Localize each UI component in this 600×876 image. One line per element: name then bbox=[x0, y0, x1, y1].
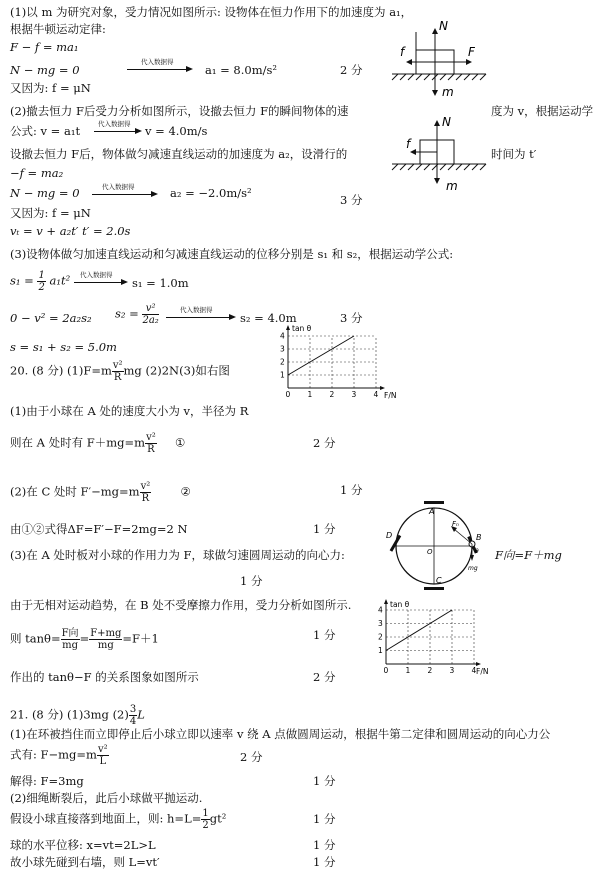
force-diagram-2 bbox=[388, 114, 493, 194]
s3-eq2a: 0 − v² = 2a₂s₂ bbox=[10, 311, 92, 325]
q21-p4: (2)细绳断裂后，此后小球做平抛运动. bbox=[10, 791, 203, 805]
s3-points: 3 分 bbox=[340, 311, 363, 325]
s3-line1: (3)设物体做匀加速直线运动和匀减速直线运动的位移分别是 s₁ 和 s₂，根据运动学公式: bbox=[10, 247, 454, 261]
fig2-f-label: f bbox=[406, 137, 411, 151]
s2-result: a₂ = −2.0m/s² bbox=[170, 186, 252, 200]
q21-p2-points: 2 分 bbox=[240, 750, 263, 764]
s2-eq3: 又因为: f = μN bbox=[10, 206, 91, 220]
s2-eq2: N − mg = 0 bbox=[10, 186, 80, 200]
q20-p9: 作出的 tanθ−F 的关系图象如图所示 bbox=[10, 670, 199, 684]
q20-p8: 则 tanθ= $\frac{\text{F向}}{mg}$ = $\frac{F+mg}{mg}$ =F＋1 bbox=[10, 628, 159, 651]
s3-res2: s₂ = 4.0m bbox=[240, 311, 297, 325]
q21-p1: (1)在环被挡住而立即停止后小球立即以速率 v 绕 A 点做圆周运动，根据牛第二定律和圆周运动的向心力公 bbox=[10, 727, 551, 741]
q20-p3: (2)在 C 处时 F′−mg=m $\frac{\text{v²}}{R}$ ② bbox=[10, 481, 191, 504]
circle-label-mg: mg bbox=[468, 565, 478, 572]
q21-p7: 故小球先碰到右墙，则 L=vt′ bbox=[10, 855, 160, 869]
fig2-N-label: N bbox=[442, 115, 451, 129]
q20-p2-points: 2 分 bbox=[313, 436, 336, 450]
q20-p4-points: 1 分 bbox=[313, 522, 336, 536]
q20-p9-points: 2 分 bbox=[313, 670, 336, 684]
circle-label-O: O bbox=[427, 548, 433, 556]
circle-label-theta: θ bbox=[475, 548, 479, 555]
q21-p5-points: 1 分 bbox=[313, 812, 336, 826]
fig1-N-label: N bbox=[439, 20, 448, 33]
s1-result: a₁ = 8.0m/s² bbox=[205, 63, 277, 77]
chart-ytick-label: 3 bbox=[280, 344, 285, 354]
chart-ytick-label: 4 bbox=[280, 331, 285, 341]
s2-eq4: vₜ = v + a₂t′ t′ = 2.0s bbox=[10, 224, 131, 238]
chart-xtick-label: 4 bbox=[373, 390, 379, 399]
s3-eq3: s = s₁ + s₂ = 5.0m bbox=[10, 340, 117, 354]
q20-p7: 由于无相对运动趋势，在 B 处不受摩擦力作用，受力分析如图所示. bbox=[10, 598, 352, 612]
s3-res1: s₁ = 1.0m bbox=[132, 276, 189, 290]
chart-xtick-label: 1 bbox=[405, 666, 411, 675]
s3-eq2b: s₂ = $\frac{\text{v²}}{\text{2a₂}}$ bbox=[115, 303, 159, 326]
chart2-ylabel: tan θ bbox=[390, 600, 410, 609]
chart-xtick-label: 0 bbox=[285, 390, 291, 399]
q21-p7-points: 1 分 bbox=[313, 855, 336, 869]
circle-label-Fn: Fₙ bbox=[452, 520, 459, 528]
q20-p5: (3)在 A 处时板对小球的作用力为 F，球做匀速圆周运动的向心力: bbox=[10, 548, 345, 562]
s2-eq1: −f = ma₂ bbox=[10, 166, 64, 180]
circle-label-C: C bbox=[436, 576, 442, 585]
tan-f-chart-1 bbox=[278, 322, 408, 404]
chart-ytick-label: 4 bbox=[378, 605, 383, 615]
q20-p3-points: 1 分 bbox=[340, 483, 363, 497]
s2-line3a: 设撤去恒力 F后，物体做匀减速直线运动的加速度为 a₂，设滑行的 bbox=[10, 147, 348, 161]
q21-p6: 球的水平位移: x=vt=2L>L bbox=[10, 838, 156, 852]
q20-p5-centripetal: F向=F＋mg bbox=[495, 548, 562, 562]
q21-p3: 解得: F=3mg bbox=[10, 774, 84, 788]
q21-p2: 式有: F−mg=m $\frac{\text{v²}}{L}$ bbox=[10, 744, 108, 767]
fig1-m-label: m bbox=[442, 85, 454, 99]
fig2-m-label: m bbox=[446, 179, 458, 193]
chart-ytick-label: 3 bbox=[378, 619, 383, 628]
q20-p8-points: 1 分 bbox=[313, 628, 336, 642]
s2-line1a: (2)撤去恒力 F后受力分析如图所示，设撤去恒力 F的瞬间物体的速 bbox=[10, 104, 349, 118]
s3-arrow1: 代入数据得 bbox=[74, 279, 128, 289]
chart-xtick-label: 1 bbox=[307, 390, 313, 399]
chart-series-line bbox=[386, 610, 452, 651]
chart2-xlabel: F/N bbox=[476, 667, 489, 676]
circle-label-D: D bbox=[386, 531, 393, 540]
tan-f-chart-2 bbox=[372, 596, 498, 678]
chart-xtick-label: 2 bbox=[427, 666, 433, 675]
s2-arrow1: 代入数据得 bbox=[94, 128, 142, 138]
s1-eq3: 又因为: f = μN bbox=[10, 81, 91, 95]
chart-xtick-label: 4 bbox=[471, 666, 477, 675]
s2-line3b: 时间为 t′ bbox=[491, 147, 537, 161]
q20-p6-points: 1 分 bbox=[240, 574, 263, 588]
s3-arrow2: 代入数据得 bbox=[166, 314, 236, 324]
q21-head: 21. (8 分) (1)3mg (2) $\frac{3}{4}$ L bbox=[10, 704, 145, 727]
q20-p4: 由①②式得ΔF=F′−F=2mg=2 N bbox=[10, 522, 188, 536]
s2-line2a: 公式: v = a₁t bbox=[10, 124, 81, 138]
q21-p5: 假设小球直接落到地面上，则: h=L= $\frac{1}{2}$ gt² bbox=[10, 808, 227, 831]
s1-arrow: 代入数据得 bbox=[127, 66, 193, 76]
circle-label-A: A bbox=[429, 507, 435, 516]
chart-series-line bbox=[288, 336, 354, 375]
s1-line2: 根据牛顿运动定律: bbox=[10, 22, 106, 36]
chart1-xlabel: F/N bbox=[384, 391, 397, 400]
q20-head: 20. (8 分) (1)F=m $\frac{\text{v²}}{R}$ mg (2)2N(3)如右图 bbox=[10, 360, 230, 383]
chart-ytick-label: 2 bbox=[378, 632, 383, 642]
chart-ytick-label: 1 bbox=[280, 370, 285, 380]
s2-arrow2: 代入数据得 bbox=[92, 191, 158, 201]
chart-xtick-label: 0 bbox=[383, 666, 389, 675]
force-diagram-1 bbox=[388, 20, 493, 100]
chart-ytick-label: 1 bbox=[378, 646, 383, 655]
chart-xtick-label: 3 bbox=[351, 390, 357, 399]
s1-line1: (1)以 m 为研究对象，受力情况如图所示: 设物体在恒力作用下的加速度为 a₁， bbox=[10, 5, 413, 19]
chart-ytick-label: 2 bbox=[280, 357, 285, 367]
s2-points: 3 分 bbox=[340, 193, 363, 207]
s1-eq2: N − mg = 0 bbox=[10, 63, 80, 77]
q20-p1: (1)由于小球在 A 处的速度大小为 v，半径为 R bbox=[10, 404, 249, 418]
fig1-f-label: f bbox=[400, 45, 405, 59]
circle-label-B: B bbox=[476, 533, 482, 542]
chart-xtick-label: 2 bbox=[329, 390, 335, 399]
chart1-ylabel: tan θ bbox=[292, 324, 312, 333]
s1-eq1: F − f = ma₁ bbox=[10, 40, 79, 54]
chart-xtick-label: 3 bbox=[449, 666, 455, 675]
q20-p2: 则在 A 处时有 F＋mg=m $\frac{\text{v²}}{R}$ ① bbox=[10, 432, 186, 455]
q21-p6-points: 1 分 bbox=[313, 838, 336, 852]
s1-points: 2 分 bbox=[340, 63, 363, 77]
fig1-F-label: F bbox=[468, 45, 475, 59]
s2-line1b: 度为 v，根据运动学 bbox=[491, 104, 594, 118]
circle-diagram bbox=[384, 496, 496, 592]
q21-p3-points: 1 分 bbox=[313, 774, 336, 788]
s3-eq1: s₁ = $\frac{1}{2}$ a₁t² bbox=[10, 270, 71, 293]
s2-line2b: v = 4.0m/s bbox=[145, 124, 208, 138]
